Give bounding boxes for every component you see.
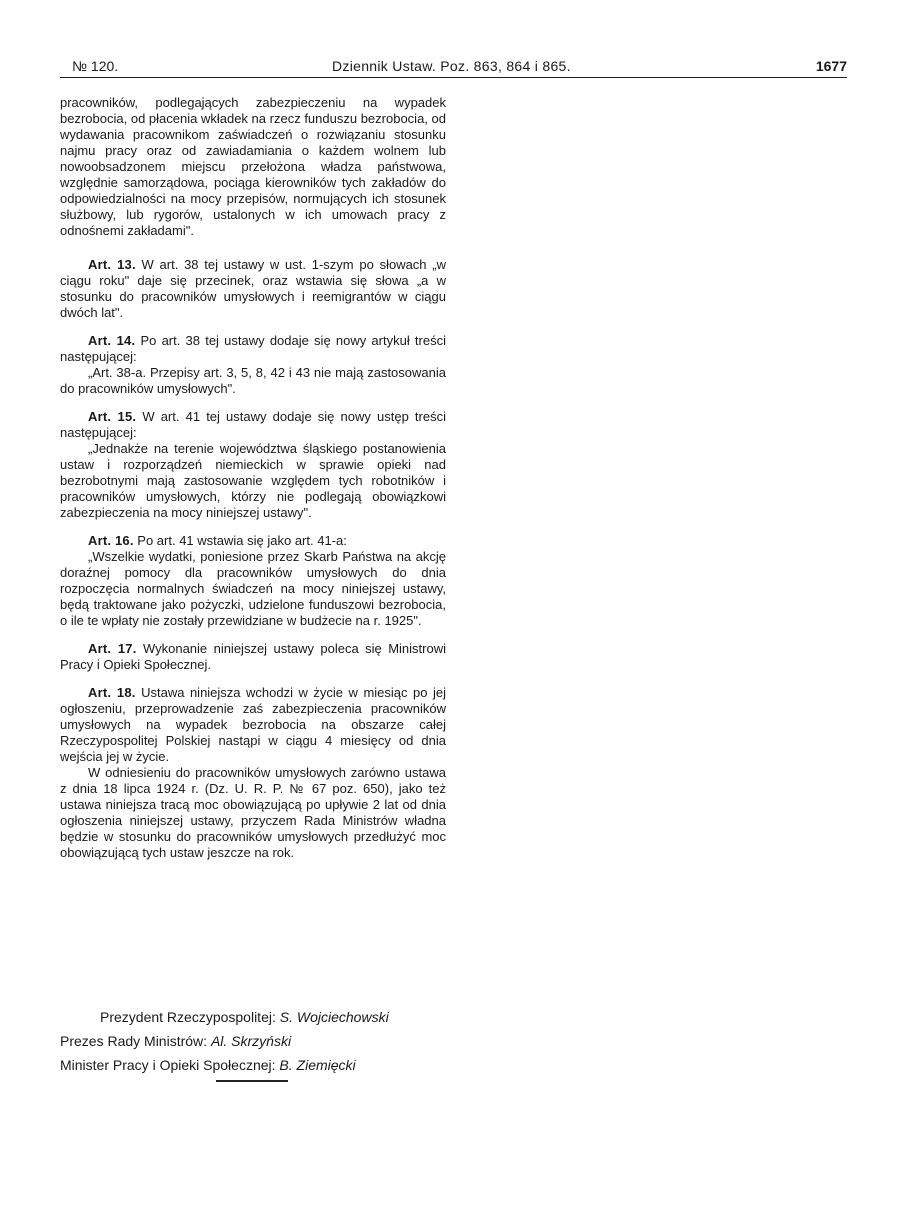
- article-text: Po art. 38 tej ustawy dodaje się nowy artykuł treści następującej:: [60, 333, 446, 364]
- article-label: Art. 15.: [88, 409, 137, 424]
- journal-title: Dziennik Ustaw. Poz. 863, 864 i 865.: [332, 58, 571, 74]
- article-label: Art. 14.: [88, 333, 136, 348]
- article-label: Art. 13.: [88, 257, 136, 272]
- article-15: [60, 409, 446, 441]
- article-16: [60, 533, 446, 549]
- article-text: W art. 41 tej ustawy dodaje się nowy ustęp treści następującej:: [60, 409, 446, 440]
- header-rule: [60, 77, 847, 78]
- article-14: [60, 333, 446, 365]
- intro-paragraph: pracowników, podlegających zabezpieczeniu na wypadek bezrobocia, od płacenia wkładek na rzecz funduszu bezrobocia, od wydawania pracownikom zaświadczeń o rozwiązaniu stosunku najmu pracy oraz od zawiadamiania o każdem wolnem lub nowoobsadzonem miejscu przełożona władza państwowa, względnie samorządowa, pociąga kierowników tych zakładów do odpowiedzialności na mocy przepisów, normujących ich stosunek służbowy, lub rygorów, ustalonych w ich umowach pracy z odnośnemi zakładami".: [60, 95, 446, 238]
- signature-prime-minister: [60, 1032, 480, 1050]
- article-label: Art. 17.: [88, 641, 137, 656]
- signature-role: Prezes Rady Ministrów:: [60, 1033, 208, 1049]
- end-rule: [216, 1080, 288, 1082]
- page-number: 1677: [815, 58, 847, 74]
- signature-labor-minister: [60, 1056, 480, 1074]
- text-column: [60, 95, 446, 861]
- article-18: [60, 685, 446, 765]
- article-quote: „Art. 38-a. Przepisy art. 3, 5, 8, 42 i 43 nie mają zastosowania do pracowników umysłowych".: [60, 365, 446, 396]
- article-17: [60, 641, 446, 673]
- signature-name: Al. Skrzyński: [210, 1033, 292, 1049]
- article-13: [60, 257, 446, 321]
- signature-president: [60, 1008, 480, 1026]
- issue-number: № 120.: [72, 58, 119, 74]
- article-text: Po art. 41 wstawia się jako art. 41-a:: [137, 533, 347, 548]
- article-text: W art. 38 tej ustawy w ust. 1-szym po słowach „w ciągu roku" daje się przecinek, oraz wstawia się słowa „a w stosunku do pracowników umysłowych i reemigrantów w ciągu dwóch lat".: [60, 257, 446, 320]
- article-quote: „Jednakże na terenie województwa śląskiego postanowienia ustaw i rozporządzeń niemieckich w sprawie opieki nad bezrobotnymi mają zastosowanie względem tych robotników i pracowników umysłowych, którzy nie podlegają obowiązkowi zabezpieczenia na mocy niniejszej ustawy".: [60, 441, 446, 520]
- article-text: Ustawa niniejsza wchodzi w życie w miesiąc po jej ogłoszeniu, przeprowadzenie zaś zabezpieczenia pracowników umysłowych na wypadek bezrobocia na obszarze całej Rzeczypospolitej Polskiej nastąpi w ciągu 4 miesięcy od dnia wejścia jej w życie.: [60, 685, 446, 764]
- article-label: Art. 16.: [88, 533, 134, 548]
- signature-role: Minister Pracy i Opieki Społecznej:: [60, 1057, 276, 1073]
- article-quote: „Wszelkie wydatki, poniesione przez Skarb Państwa na akcję doraźnej pomocy dla pracowników umysłowych do dnia rozpoczęcia normalnych świadczeń na mocy niniejszej ustawy, będą traktowane jako pożyczki, udzielone funduszowi bezrobocia, o ile te wpłaty nie zostały przewidziane w budżecie na r. 1925".: [60, 549, 446, 628]
- signature-name: B. Ziemięcki: [279, 1057, 356, 1073]
- signature-role: Prezydent Rzeczypospolitej:: [100, 1009, 276, 1025]
- article-label: Art. 18.: [88, 685, 136, 700]
- signatures: [60, 1008, 480, 1080]
- article-paragraph: W odniesieniu do pracowników umysłowych zarówno ustawa z dnia 18 lipca 1924 r. (Dz. U. R. P. № 67 poz. 650), jako też ustawa niniejsza tracą moc obowiązującą po upływie 2 lat od dnia ogłoszenia niniejszej ustawy, przyczem Rada Ministrów władna będzie w stosunku do pracowników umysłowych przedłużyć moc obowiązującą tych ustaw jeszcze na rok.: [60, 765, 446, 860]
- signature-name: S. Wojciechowski: [279, 1009, 389, 1025]
- article-text: Wykonanie niniejszej ustawy poleca się Ministrowi Pracy i Opieki Społecznej.: [60, 641, 446, 672]
